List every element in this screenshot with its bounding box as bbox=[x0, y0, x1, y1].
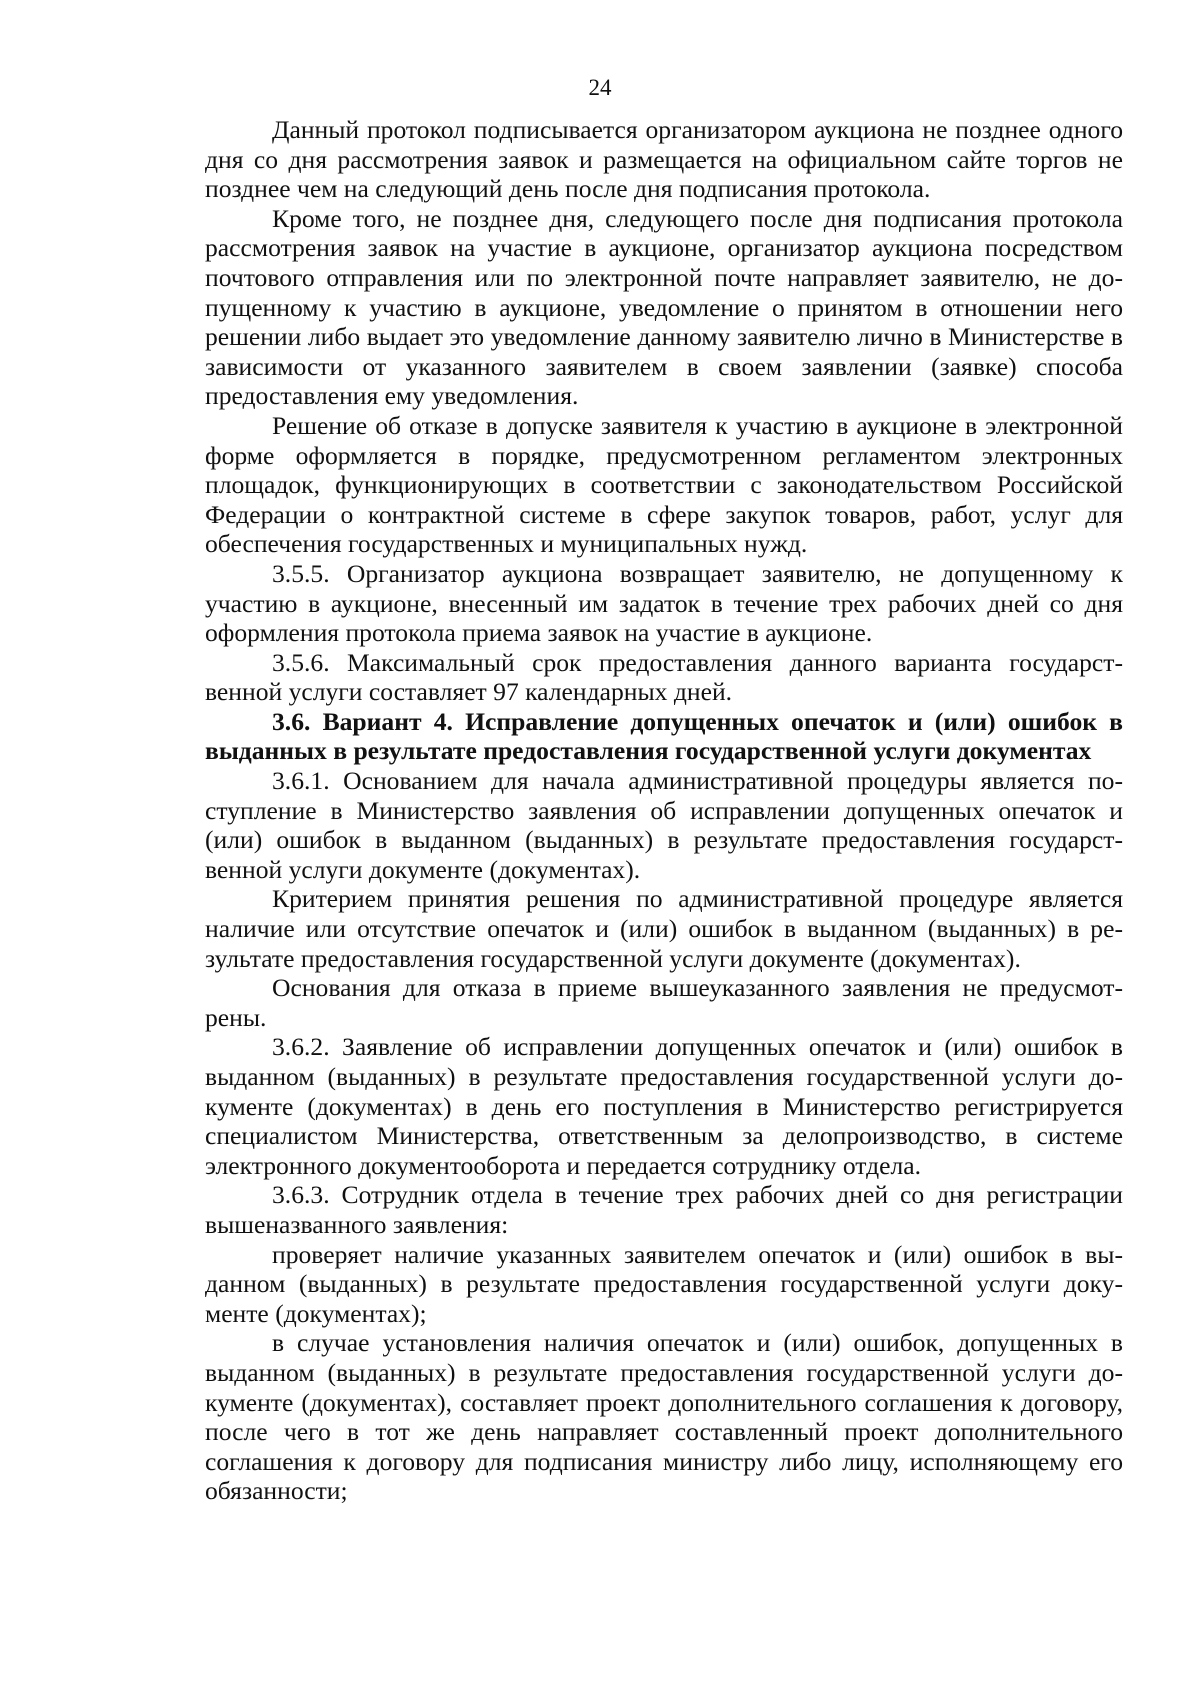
paragraph-decision-criterion: Критерием принятия решения по административной процедуре является наличие или отсутствие опечаток и (или) ошибок в выданном (выданных) в результате предоставления государственной услуги документе (документах). bbox=[205, 884, 1123, 973]
section-heading-3-6: 3.6. Вариант 4. Исправление допущенных опечаток и (или) ошибок в выданных в результате предоставления государственной услуги документах bbox=[205, 706, 1123, 766]
document-body bbox=[205, 115, 1123, 1506]
paragraph-3-5-6: 3.5.6. Максимальный срок предоставления данного варианта государственной услуги составляет 97 календарных дней. bbox=[205, 647, 1123, 707]
paragraph-protocol-signing: Данный протокол подписывается организатором аукциона не позднее одного дня со дня рассмотрения заявок и размещается на официальном сайте торгов не позднее чем на следующий день после дня подписания протокола. bbox=[205, 115, 1123, 204]
paragraph-refusal-grounds: Основания для отказа в приеме вышеуказанного заявления не предусмотрены. bbox=[205, 973, 1123, 1032]
paragraph-electronic-refusal: Решение об отказе в допуске заявителя к участию в аукционе в электронной форме оформляется в порядке, предусмотренном регламентом электронных площадок, функционирующих в соответствии с законодательством Российской Федерации о контрактной системе в сфере закупок товаров, работ, услуг для обеспечения государственных и муниципальных нужд. bbox=[205, 410, 1123, 559]
paragraph-checks-errors: проверяет наличие указанных заявителем опечаток и (или) ошибок в выданном (выданных) в результате предоставления государственной услуги документе (документах); bbox=[205, 1239, 1123, 1328]
paragraph-3-6-2: 3.6.2. Заявление об исправлении допущенных опечаток и (или) ошибок в выданном (выданных) в результате предоставления государственной услуги документе (документах) в день его поступления в Министерство регистрируется специалистом Министерства, ответственным за делопроизводство, в системе электронного документооборота и передается сотруднику отдела. bbox=[205, 1032, 1123, 1180]
paragraph-3-6-3: 3.6.3. Сотрудник отдела в течение трех рабочих дней со дня регистрации вышеназванного заявления: bbox=[205, 1180, 1123, 1239]
page-number: 24 bbox=[588, 75, 612, 100]
paragraph-additional-agreement: в случае установления наличия опечаток и (или) ошибок, допущенных в выданном (выданных) в результате предоставления государственной услуги документе (документах), составляет проект дополнительного соглашения к договору, после чего в тот же день направляет составленный проект дополнительного соглашения к договору для подписания министру либо лицу, исполняющему его обязанности; bbox=[205, 1328, 1123, 1506]
paragraph-3-5-5: 3.5.5. Организатор аукциона возвращает заявителю, не допущенному к участию в аукционе, внесенный им задаток в течение трех рабочих дней со дня оформления протокола приема заявок на участие в аукционе. bbox=[205, 558, 1123, 648]
paragraph-notification: Кроме того, не позднее дня, следующего после дня подписания протокола рассмотрения заявок на участие в аукционе, организатор аукциона посредством почтового отправления или по электронной почте направляет заявителю, не допущенному к участию в аукционе, уведомление о принятом в отношении него решении либо выдает это уведомление данному заявителю лично в Министерстве в зависимости от указанного заявителем в своем заявлении (заявке) способа предоставления ему уведомления. bbox=[205, 203, 1123, 411]
paragraph-3-6-1: 3.6.1. Основанием для начала административной процедуры является поступление в Министерство заявления об исправлении допущенных опечаток и (или) ошибок в выданном (выданных) в результате предоставления государственной услуги документе (документах). bbox=[205, 766, 1123, 884]
